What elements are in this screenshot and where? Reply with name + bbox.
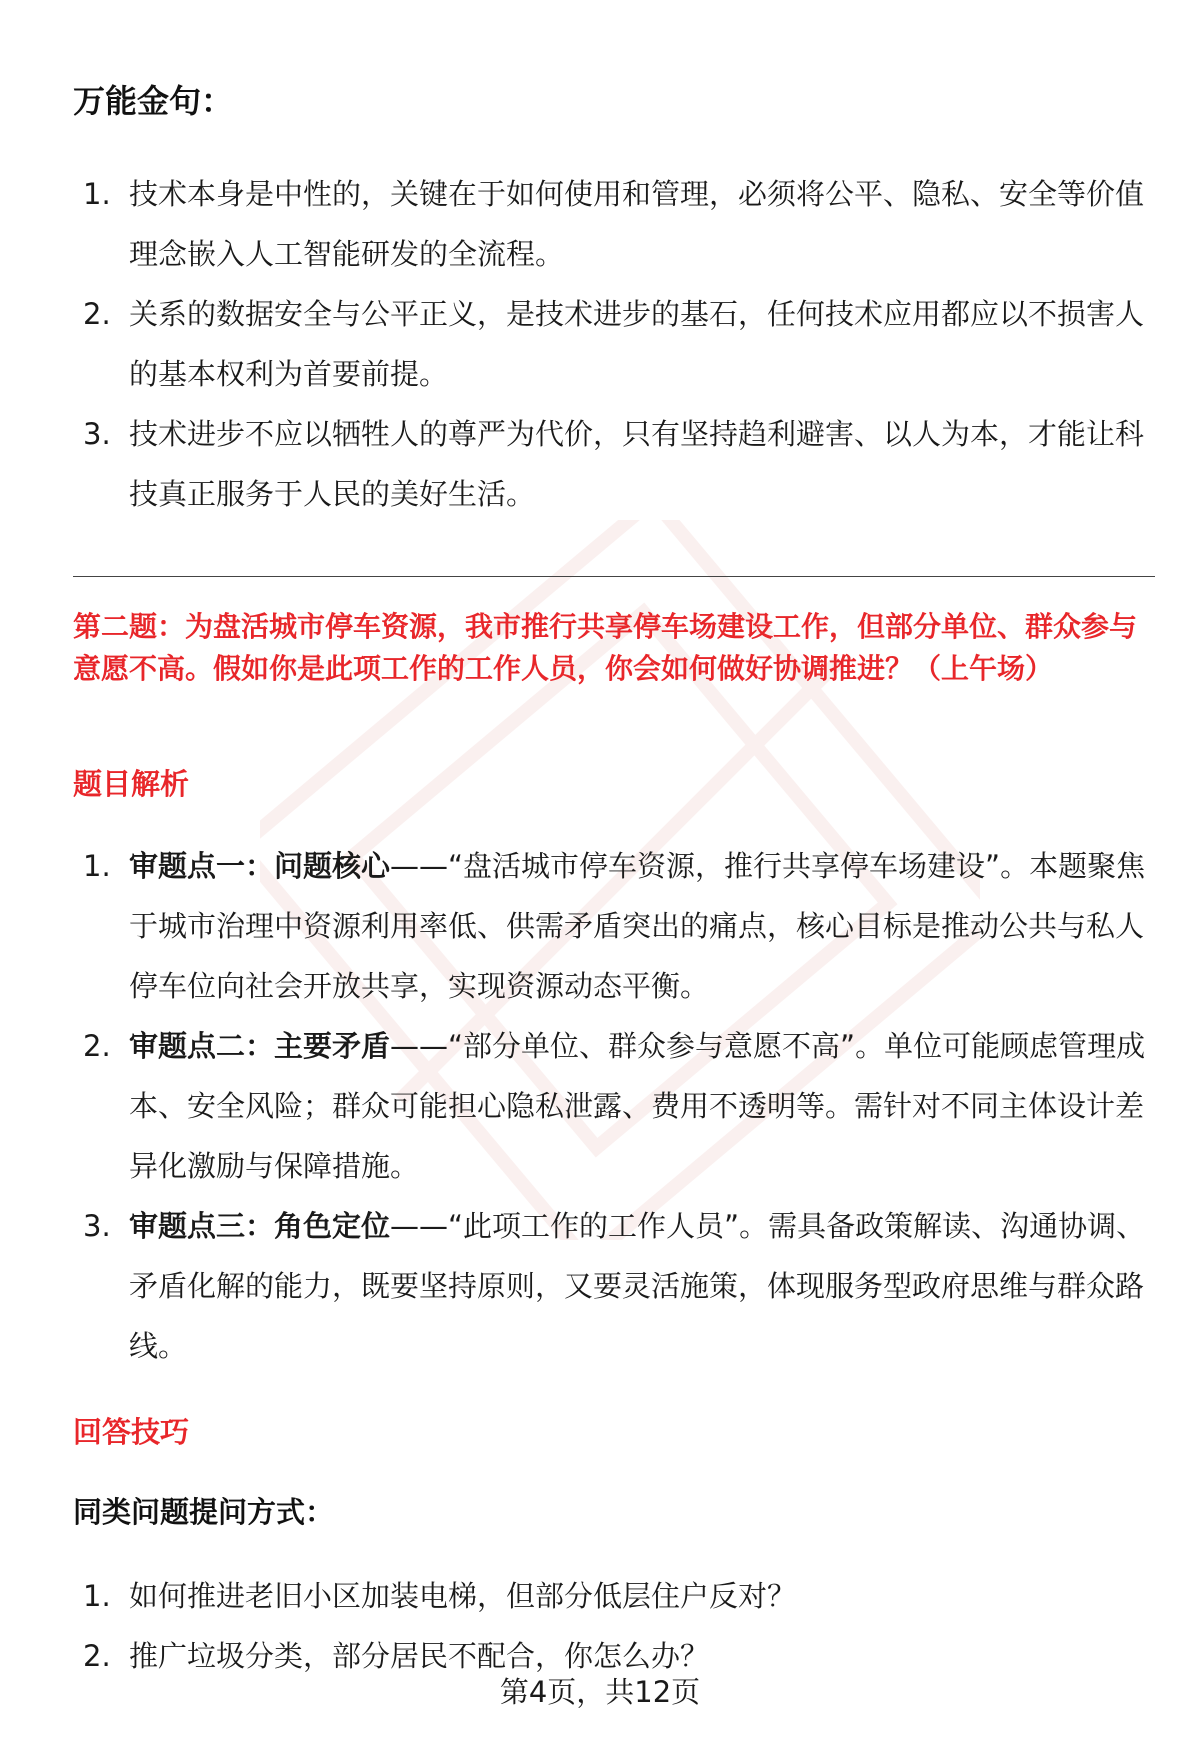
list-item — [73, 284, 1153, 404]
section-title-analysis: 题目解析 — [73, 767, 190, 801]
list-item — [73, 404, 1153, 524]
list-item — [73, 836, 1153, 1016]
list-item-text: ——“部分单位、群众参与意愿不高”。单位可能顾虑管理成本、安全风险；群众可能担心隐私泄露、费用不透明等。需针对不同主体设计差异化激励与保障措施。 — [129, 1029, 1146, 1183]
list-item-bold-label: 审题点一：问题核心 — [129, 849, 391, 883]
list-item — [73, 1196, 1153, 1376]
list-item-number: 1. — [83, 849, 111, 883]
list-item-text: 推广垃圾分类，部分居民不配合，你怎么办？ — [129, 1639, 710, 1673]
list-item-number: 2. — [83, 1639, 111, 1673]
list-item-bold-label: 审题点三：角色定位 — [129, 1209, 391, 1243]
question-heading: 第二题：为盘活城市停车资源，我市推行共享停车场建设工作，但部分单位、群众参与意愿不高。假如你是此项工作的工作人员，你会如何做好协调推进？（上午场） — [73, 610, 1138, 685]
list-item-text: 技术本身是中性的，关键在于如何使用和管理，必须将公平、隐私、安全等价值理念嵌入人工智能研发的全流程。 — [129, 177, 1145, 271]
list-item-text: 技术进步不应以牺牲人的尊严为代价，只有坚持趋利避害、以人为本，才能让科技真正服务于人民的美好生活。 — [129, 417, 1145, 511]
list-item-number: 2. — [83, 297, 111, 331]
section-title-golden-sentences: 万能金句： — [73, 82, 234, 120]
list-item-text: ——“盘活城市停车资源，推行共享停车场建设”。本题聚焦于城市治理中资源利用率低、供需矛盾突出的痛点，核心目标是推动公共与私人停车位向社会开放共享，实现资源动态平衡。 — [129, 849, 1146, 1003]
list-item-text: ——“此项工作的工作人员”。需具备政策解读、沟通协调、矛盾化解的能力，既要坚持原则，又要灵活施策，体现服务型政府思维与群众路线。 — [129, 1209, 1146, 1363]
page-number-footer: 第4页，共12页 — [499, 1675, 701, 1709]
list-item-bold-label: 审题点二：主要矛盾 — [129, 1029, 391, 1063]
list-item-number: 3. — [83, 417, 111, 451]
list-item-text: 如何推进老旧小区加装电梯，但部分低层住户反对？ — [129, 1579, 797, 1613]
list-item-number: 2. — [83, 1029, 111, 1063]
section-title-similar-questions: 同类问题提问方式： — [73, 1495, 335, 1529]
section-divider — [73, 576, 1155, 577]
analysis-list — [73, 836, 1153, 1376]
list-item — [73, 1566, 1153, 1626]
list-item-number: 1. — [83, 177, 111, 211]
list-item-text: 关系的数据安全与公平正义，是技术进步的基石，任何技术应用都应以不损害人的基本权利为首要前提。 — [129, 297, 1145, 391]
section-title-answer-tips: 回答技巧 — [73, 1415, 190, 1449]
list-item — [73, 1016, 1153, 1196]
golden-sentences-list — [73, 164, 1153, 524]
list-item — [73, 164, 1153, 284]
similar-questions-list — [73, 1566, 1153, 1686]
list-item-number: 1. — [83, 1579, 111, 1613]
list-item-number: 3. — [83, 1209, 111, 1243]
